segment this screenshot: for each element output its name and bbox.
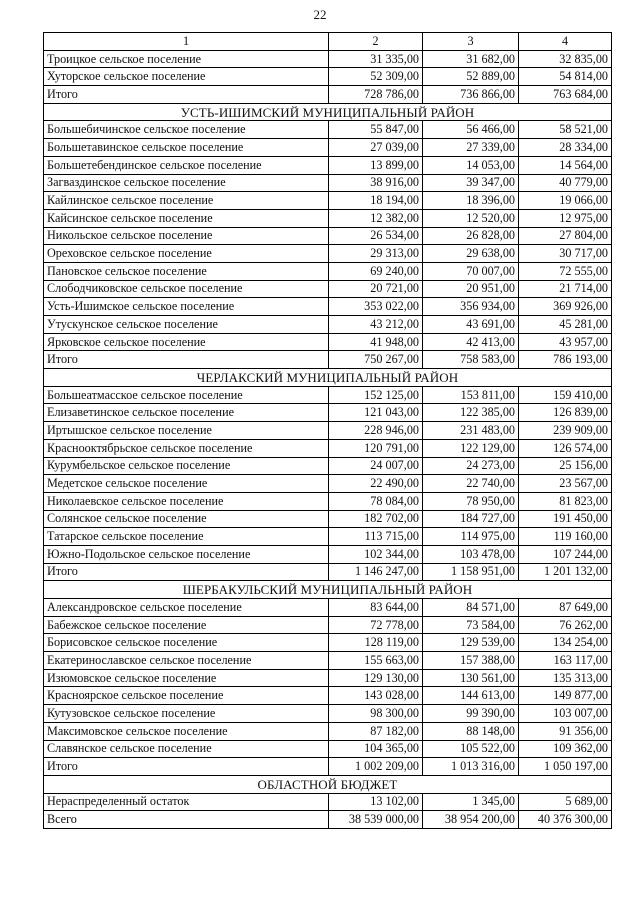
table-row [44,422,612,440]
value-col4-cell: 45 281,00 [519,316,612,334]
value-col3-cell: 1 345,00 [423,793,519,811]
settlement-name-cell: Борисовское сельское поселение [44,634,329,652]
value-col4-cell: 28 334,00 [519,139,612,157]
settlement-name-cell: Кайсинское сельское поселение [44,209,329,227]
table-row [44,740,612,758]
value-col3-cell: 12 520,00 [423,209,519,227]
column-number-row [44,33,612,51]
value-col3-cell: 184 727,00 [423,510,519,528]
table-row [44,687,612,705]
table-row [44,652,612,670]
value-col2-cell: 750 267,00 [329,351,423,369]
value-col3-cell: 29 638,00 [423,245,519,263]
value-col4-cell: 134 254,00 [519,634,612,652]
table-row [44,669,612,687]
settlement-name-cell: Изюмовское сельское поселение [44,669,329,687]
settlement-name-cell: Загваздинское сельское поселение [44,174,329,192]
settlement-name-cell: Кутузовское сельское поселение [44,705,329,723]
settlement-name-cell: Итого [44,758,329,776]
value-col4-cell: 27 804,00 [519,227,612,245]
value-col3-cell: 70 007,00 [423,262,519,280]
settlement-name-cell: Солянское сельское поселение [44,510,329,528]
settlement-name-cell: Большетавинское сельское поселение [44,139,329,157]
value-col4-cell: 40 779,00 [519,174,612,192]
value-col3-cell: 31 682,00 [423,50,519,68]
value-col3-cell: 42 413,00 [423,333,519,351]
settlement-name-cell: Медетское сельское поселение [44,475,329,493]
section-header-row [44,775,612,793]
value-col3-cell: 22 740,00 [423,475,519,493]
value-col4-cell: 103 007,00 [519,705,612,723]
section-title: ШЕРБАКУЛЬСКИЙ МУНИЦИПАЛЬНЫЙ РАЙОН [44,581,612,599]
value-col4-cell: 12 975,00 [519,209,612,227]
value-col3-cell: 114 975,00 [423,528,519,546]
settlement-name-cell: Слободчиковское сельское поселение [44,280,329,298]
settlement-name-cell: Хуторское сельское поселение [44,68,329,86]
section-title: УСТЬ-ИШИМСКИЙ МУНИЦИПАЛЬНЫЙ РАЙОН [44,103,612,121]
table-row [44,404,612,422]
value-col4-cell: 43 957,00 [519,333,612,351]
value-col3-cell: 231 483,00 [423,422,519,440]
value-col4-cell: 87 649,00 [519,599,612,617]
value-col2-cell: 113 715,00 [329,528,423,546]
column-number-cell: 1 [44,33,329,51]
settlement-name-cell: Ярковское сельское поселение [44,333,329,351]
value-col3-cell: 14 053,00 [423,156,519,174]
settlement-name-cell: Большеатмасское сельское поселение [44,386,329,404]
value-col4-cell: 239 909,00 [519,422,612,440]
value-col2-cell: 155 663,00 [329,652,423,670]
value-col4-cell: 76 262,00 [519,616,612,634]
total-row [44,811,612,829]
value-col3-cell: 20 951,00 [423,280,519,298]
budget-table-body [44,33,612,829]
value-col2-cell: 78 084,00 [329,492,423,510]
value-col3-cell: 52 889,00 [423,68,519,86]
value-col2-cell: 182 702,00 [329,510,423,528]
settlement-name-cell: Итого [44,351,329,369]
value-col2-cell: 26 534,00 [329,227,423,245]
value-col4-cell: 135 313,00 [519,669,612,687]
value-col3-cell: 1 013 316,00 [423,758,519,776]
settlement-name-cell: Итого [44,563,329,581]
value-col3-cell: 26 828,00 [423,227,519,245]
value-col3-cell: 18 396,00 [423,192,519,210]
section-title: ЧЕРЛАКСКИЙ МУНИЦИПАЛЬНЫЙ РАЙОН [44,369,612,387]
total-row [44,86,612,104]
value-col4-cell: 23 567,00 [519,475,612,493]
column-number-cell: 4 [519,33,612,51]
value-col3-cell: 130 561,00 [423,669,519,687]
value-col4-cell: 163 117,00 [519,652,612,670]
value-col3-cell: 73 584,00 [423,616,519,634]
value-col4-cell: 159 410,00 [519,386,612,404]
value-col4-cell: 14 564,00 [519,156,612,174]
value-col2-cell: 43 212,00 [329,316,423,334]
value-col3-cell: 24 273,00 [423,457,519,475]
settlement-name-cell: Всего [44,811,329,829]
settlement-name-cell: Александровское сельское поселение [44,599,329,617]
value-col3-cell: 356 934,00 [423,298,519,316]
table-row [44,510,612,528]
table-row [44,50,612,68]
value-col2-cell: 87 182,00 [329,722,423,740]
value-col3-cell: 758 583,00 [423,351,519,369]
value-col3-cell: 43 691,00 [423,316,519,334]
value-col4-cell: 109 362,00 [519,740,612,758]
value-col2-cell: 104 365,00 [329,740,423,758]
value-col4-cell: 5 689,00 [519,793,612,811]
value-col4-cell: 786 193,00 [519,351,612,369]
value-col2-cell: 22 490,00 [329,475,423,493]
table-row [44,528,612,546]
value-col4-cell: 25 156,00 [519,457,612,475]
settlement-name-cell: Краснооктябрьское сельское поселение [44,439,329,457]
settlement-name-cell: Курумбельское сельское поселение [44,457,329,475]
settlement-name-cell: Бабежское сельское поселение [44,616,329,634]
value-col4-cell: 1 050 197,00 [519,758,612,776]
value-col4-cell: 81 823,00 [519,492,612,510]
table-row [44,139,612,157]
settlement-name-cell: Максимовское сельское поселение [44,722,329,740]
value-col2-cell: 27 039,00 [329,139,423,157]
value-col3-cell: 38 954 200,00 [423,811,519,829]
section-title: ОБЛАСТНОЙ БЮДЖЕТ [44,775,612,793]
value-col3-cell: 153 811,00 [423,386,519,404]
column-number-cell: 3 [423,33,519,51]
value-col3-cell: 122 385,00 [423,404,519,422]
table-row [44,227,612,245]
table-row [44,386,612,404]
value-col3-cell: 39 347,00 [423,174,519,192]
budget-table [43,32,612,829]
value-col3-cell: 157 388,00 [423,652,519,670]
value-col4-cell: 369 926,00 [519,298,612,316]
value-col4-cell: 126 839,00 [519,404,612,422]
column-number-cell: 2 [329,33,423,51]
value-col2-cell: 121 043,00 [329,404,423,422]
value-col4-cell: 191 450,00 [519,510,612,528]
table-row [44,121,612,139]
value-col3-cell: 122 129,00 [423,439,519,457]
value-col2-cell: 52 309,00 [329,68,423,86]
table-row [44,475,612,493]
table-row [44,616,612,634]
value-col3-cell: 27 339,00 [423,139,519,157]
section-header-row [44,369,612,387]
value-col2-cell: 20 721,00 [329,280,423,298]
table-row [44,192,612,210]
section-header-row [44,103,612,121]
table-row [44,457,612,475]
settlement-name-cell: Пановское сельское поселение [44,262,329,280]
value-col2-cell: 31 335,00 [329,50,423,68]
value-col4-cell: 72 555,00 [519,262,612,280]
value-col2-cell: 55 847,00 [329,121,423,139]
table-row [44,209,612,227]
settlement-name-cell: Николаевское сельское поселение [44,492,329,510]
settlement-name-cell: Красноярское сельское поселение [44,687,329,705]
total-row [44,758,612,776]
table-row [44,492,612,510]
settlement-name-cell: Большебичинское сельское поселение [44,121,329,139]
value-col2-cell: 18 194,00 [329,192,423,210]
settlement-name-cell: Кайлинское сельское поселение [44,192,329,210]
table-row [44,793,612,811]
settlement-name-cell: Утускунское сельское поселение [44,316,329,334]
table-row [44,333,612,351]
value-col3-cell: 105 522,00 [423,740,519,758]
value-col3-cell: 84 571,00 [423,599,519,617]
value-col2-cell: 72 778,00 [329,616,423,634]
table-row [44,316,612,334]
value-col4-cell: 30 717,00 [519,245,612,263]
table-row [44,280,612,298]
table-row [44,68,612,86]
total-row [44,351,612,369]
value-col3-cell: 99 390,00 [423,705,519,723]
value-col4-cell: 40 376 300,00 [519,811,612,829]
value-col2-cell: 13 899,00 [329,156,423,174]
value-col3-cell: 736 866,00 [423,86,519,104]
table-row [44,634,612,652]
value-col2-cell: 38 539 000,00 [329,811,423,829]
table-row [44,156,612,174]
value-col2-cell: 1 002 209,00 [329,758,423,776]
value-col4-cell: 149 877,00 [519,687,612,705]
settlement-name-cell: Елизаветинское сельское поселение [44,404,329,422]
settlement-name-cell: Ореховское сельское поселение [44,245,329,263]
settlement-name-cell: Усть-Ишимское сельское поселение [44,298,329,316]
value-col2-cell: 128 119,00 [329,634,423,652]
value-col2-cell: 13 102,00 [329,793,423,811]
table-row [44,298,612,316]
settlement-name-cell: Никольское сельское поселение [44,227,329,245]
table-row [44,599,612,617]
value-col2-cell: 728 786,00 [329,86,423,104]
value-col2-cell: 12 382,00 [329,209,423,227]
value-col2-cell: 143 028,00 [329,687,423,705]
value-col2-cell: 353 022,00 [329,298,423,316]
section-header-row [44,581,612,599]
value-col2-cell: 228 946,00 [329,422,423,440]
table-row [44,705,612,723]
value-col4-cell: 58 521,00 [519,121,612,139]
table-row [44,439,612,457]
value-col4-cell: 1 201 132,00 [519,563,612,581]
table-row [44,262,612,280]
value-col3-cell: 88 148,00 [423,722,519,740]
value-col2-cell: 1 146 247,00 [329,563,423,581]
value-col3-cell: 56 466,00 [423,121,519,139]
settlement-name-cell: Большетебендинское сельское поселение [44,156,329,174]
page-number: 22 [313,7,327,22]
value-col3-cell: 1 158 951,00 [423,563,519,581]
value-col2-cell: 83 644,00 [329,599,423,617]
value-col3-cell: 129 539,00 [423,634,519,652]
value-col2-cell: 29 313,00 [329,245,423,263]
value-col3-cell: 78 950,00 [423,492,519,510]
value-col2-cell: 152 125,00 [329,386,423,404]
settlement-name-cell: Итого [44,86,329,104]
table-row [44,245,612,263]
value-col3-cell: 103 478,00 [423,545,519,563]
value-col4-cell: 119 160,00 [519,528,612,546]
value-col4-cell: 107 244,00 [519,545,612,563]
value-col2-cell: 102 344,00 [329,545,423,563]
value-col4-cell: 19 066,00 [519,192,612,210]
total-row [44,563,612,581]
value-col4-cell: 54 814,00 [519,68,612,86]
value-col2-cell: 120 791,00 [329,439,423,457]
value-col4-cell: 32 835,00 [519,50,612,68]
value-col4-cell: 126 574,00 [519,439,612,457]
settlement-name-cell: Южно-Подольское сельское поселение [44,545,329,563]
table-row [44,545,612,563]
value-col4-cell: 763 684,00 [519,86,612,104]
settlement-name-cell: Славянское сельское поселение [44,740,329,758]
value-col2-cell: 24 007,00 [329,457,423,475]
settlement-name-cell: Татарское сельское поселение [44,528,329,546]
settlement-name-cell: Иртышское сельское поселение [44,422,329,440]
value-col3-cell: 144 613,00 [423,687,519,705]
table-row [44,174,612,192]
settlement-name-cell: Троицкое сельское поселение [44,50,329,68]
value-col2-cell: 38 916,00 [329,174,423,192]
settlement-name-cell: Екатеринославское сельское поселение [44,652,329,670]
value-col2-cell: 41 948,00 [329,333,423,351]
value-col4-cell: 91 356,00 [519,722,612,740]
value-col4-cell: 21 714,00 [519,280,612,298]
value-col2-cell: 98 300,00 [329,705,423,723]
settlement-name-cell: Нераспределенный остаток [44,793,329,811]
table-row [44,722,612,740]
value-col2-cell: 69 240,00 [329,262,423,280]
value-col2-cell: 129 130,00 [329,669,423,687]
